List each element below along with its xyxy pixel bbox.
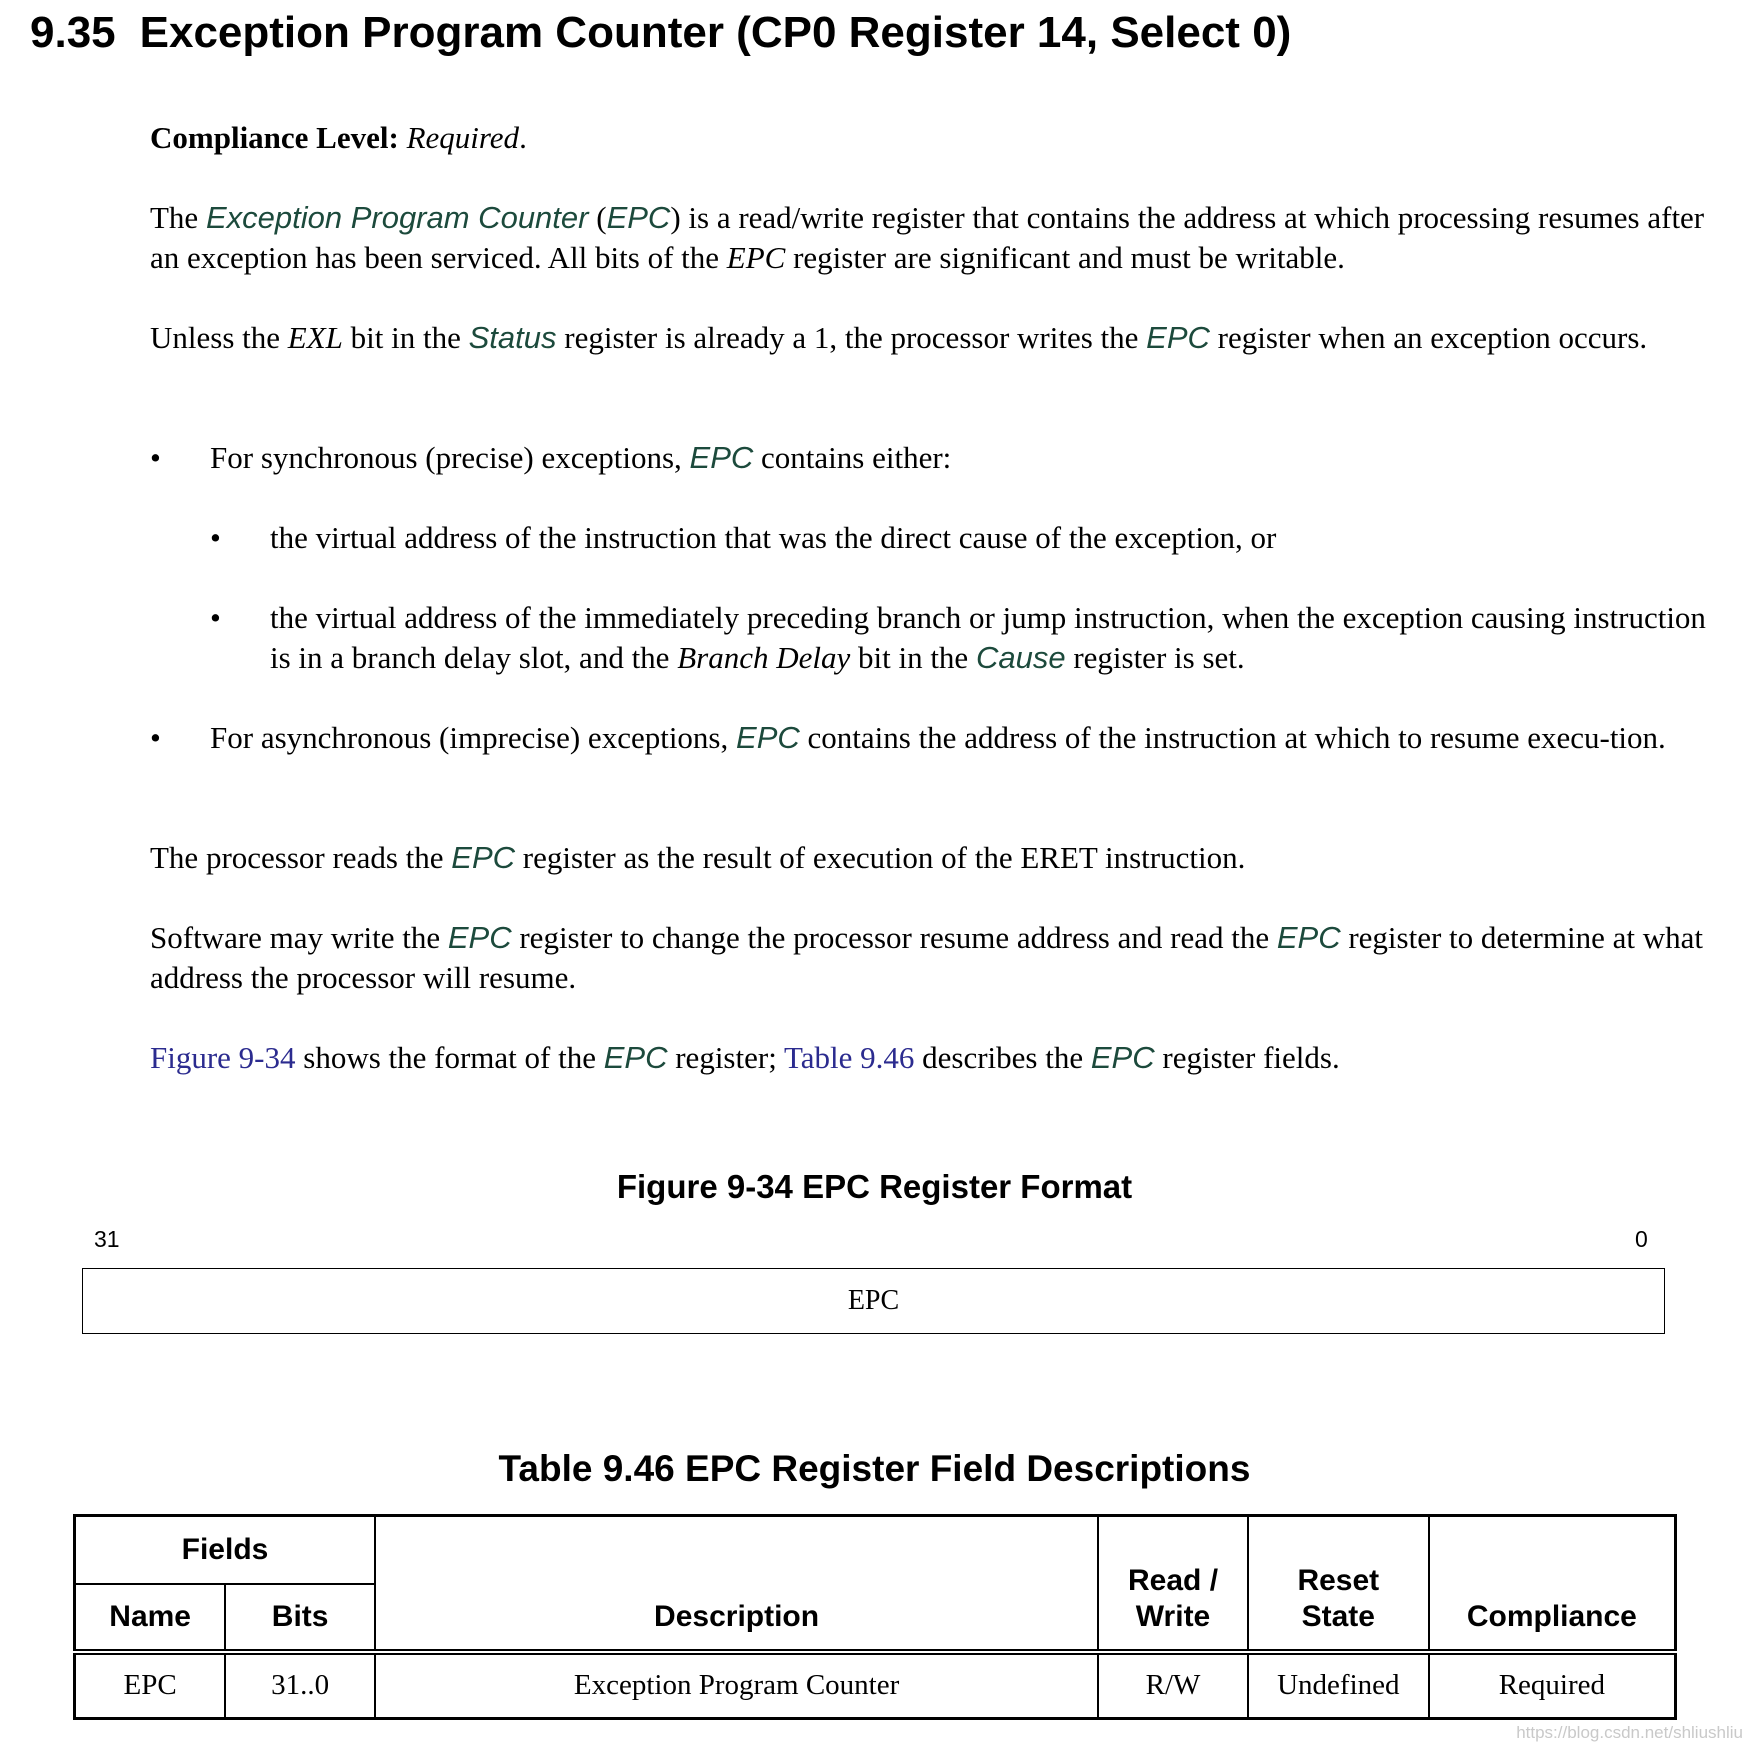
bullet-dot-icon: • <box>150 720 161 755</box>
text: register; <box>667 1040 784 1075</box>
bullet-asynchronous <box>150 718 1720 798</box>
term-epc: EPC <box>1090 1040 1155 1075</box>
bullet-text <box>270 598 1715 678</box>
text: The processor reads the <box>150 840 452 875</box>
section-title-text: Exception Program Counter (CP0 Register 14, Select 0) <box>139 8 1292 57</box>
field-descriptions-table <box>73 1514 1677 1720</box>
cell-description: Exception Program Counter <box>375 1652 1098 1719</box>
sub-bullet-direct-cause <box>210 518 1715 558</box>
text: register fields. <box>1154 1040 1340 1075</box>
watermark: https://blog.csdn.net/shliushliu <box>1516 1723 1743 1742</box>
bit-label-high: 31 <box>94 1226 120 1252</box>
figure-reference-link[interactable]: Figure 9-34 <box>150 1040 296 1075</box>
table-reference-link[interactable]: Table 9.46 <box>784 1040 915 1075</box>
term-epc: EPC <box>606 200 671 235</box>
term-epc: EPC <box>447 920 512 955</box>
text: For synchronous (precise) exceptions, <box>210 440 690 475</box>
text: register is already a 1, the processor writes the <box>556 320 1147 355</box>
text: register to determine at what address the processor will resume. <box>150 920 1703 995</box>
header-reset-state <box>1248 1516 1429 1652</box>
section-heading <box>30 8 1291 58</box>
compliance-period: . <box>519 120 527 155</box>
bullet-text <box>210 718 1720 758</box>
cell-name: EPC <box>75 1652 226 1719</box>
term-cause: Cause <box>975 640 1066 675</box>
text: register are significant and must be writable. <box>785 240 1345 275</box>
bit-label-low: 0 <box>1635 1226 1648 1252</box>
paragraph-epc-definition <box>150 198 1715 278</box>
text: register to change the processor resume address and read the <box>511 920 1277 955</box>
text: Unless the <box>150 320 288 355</box>
table-title: Table 9.46 EPC Register Field Descriptions <box>498 1448 1251 1489</box>
text: register is set. <box>1065 640 1245 675</box>
header-compliance: Compliance <box>1429 1516 1676 1652</box>
paragraph-eret <box>150 838 1715 878</box>
header-fields: Fields <box>75 1516 375 1584</box>
header-description: Description <box>375 1516 1098 1652</box>
text: bit in the <box>850 640 976 675</box>
paragraph-exl <box>150 318 1715 358</box>
bullet-dot-icon: • <box>150 440 161 475</box>
cell-compliance: Required <box>1429 1652 1676 1719</box>
term-branch-delay: Branch Delay <box>677 640 851 675</box>
compliance-level <box>150 118 1715 158</box>
text: ) is a read/write register that contains the address at which processing resumes after an exception has been serviced. All bits of the <box>150 200 1705 275</box>
term-epc: EPC <box>603 1040 668 1075</box>
text: register when an exception occurs. <box>1209 320 1648 355</box>
header-reset-line2: State <box>1301 1599 1375 1633</box>
term-epc: EPC <box>1276 920 1341 955</box>
compliance-value: Required <box>406 120 520 155</box>
header-reset-line1: Reset <box>1297 1563 1380 1597</box>
text: register as the result of execution of the ERET instruction. <box>515 840 1246 875</box>
term-epc: EPC <box>736 720 800 755</box>
term-status: Status <box>468 320 557 355</box>
text: For asynchronous (imprecise) exceptions, <box>210 720 737 755</box>
text: contains the address of the instruction at which to resume execu-tion. <box>799 720 1666 755</box>
bullet-dot-icon: • <box>210 600 221 635</box>
cell-read-write: R/W <box>1098 1652 1248 1719</box>
bullet-dot-icon: • <box>210 520 221 555</box>
text: the virtual address of the immediately preceding branch or jump instruction, when the exception causing instruction is in a branch delay slot, and the <box>270 600 1706 675</box>
cell-bits: 31..0 <box>225 1652 375 1719</box>
bullet-text <box>210 438 1715 478</box>
bullet-text: the virtual address of the instruction that was the direct cause of the exception, or <box>270 520 1277 555</box>
register-field-epc: EPC <box>82 1268 1665 1334</box>
term-epc: EPC <box>689 440 754 475</box>
text: The <box>150 200 206 235</box>
table-row <box>75 1652 1676 1719</box>
paragraph-references <box>150 1038 1715 1078</box>
cell-reset-state: Undefined <box>1248 1652 1429 1719</box>
header-read-write <box>1098 1516 1248 1652</box>
text: ( <box>588 200 607 235</box>
text: describes the <box>914 1040 1091 1075</box>
figure-title: Figure 9-34 EPC Register Format <box>616 1168 1133 1205</box>
sub-bullet-branch-delay <box>210 598 1715 678</box>
header-bits: Bits <box>225 1584 375 1652</box>
text: contains either: <box>753 440 952 475</box>
term-epc: EPC <box>726 240 786 275</box>
paragraph-software-write <box>150 918 1720 998</box>
term-epc: EPC <box>1146 320 1210 355</box>
term-epc: EPC <box>451 840 516 875</box>
header-rw-line1: Read / <box>1128 1563 1219 1597</box>
header-rw-line2: Write <box>1135 1599 1211 1633</box>
header-name: Name <box>75 1584 226 1652</box>
term-exception-program-counter: Exception Program Counter <box>205 200 589 235</box>
section-number: 9.35 <box>30 8 116 57</box>
compliance-label: Compliance Level: <box>150 120 399 155</box>
text: shows the format of the <box>295 1040 604 1075</box>
term-exl: EXL <box>287 320 343 355</box>
text: Software may write the <box>150 920 448 955</box>
text: bit in the <box>342 320 469 355</box>
bullet-synchronous <box>150 438 1715 478</box>
